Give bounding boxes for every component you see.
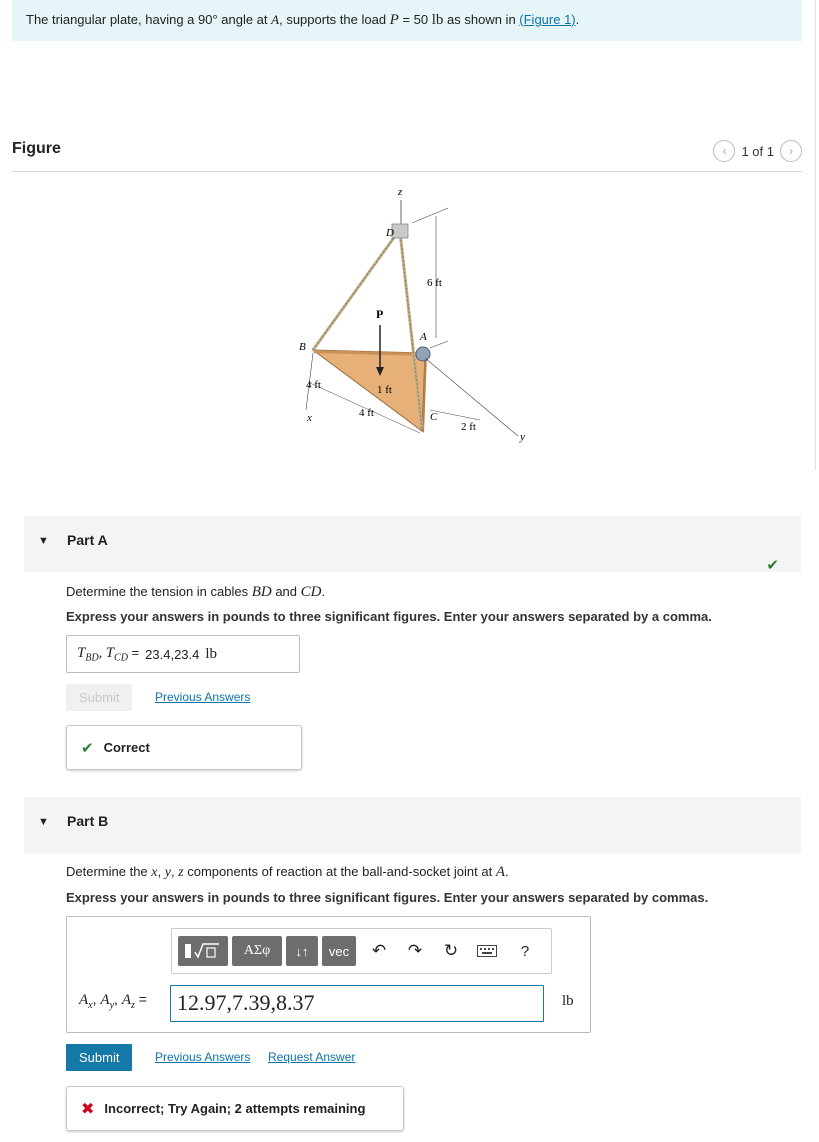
figure-diagram [270, 178, 550, 458]
part-b-question-before: Determine the [66, 864, 152, 879]
ball-joint-a [416, 347, 430, 361]
banner-load-value: = 50 [398, 12, 432, 27]
keyboard-icon[interactable] [476, 939, 498, 963]
dim-line-top [412, 208, 448, 223]
label-2ft: 2 ft [461, 421, 476, 433]
part-b-previous-answers-link[interactable]: Previous Answers [155, 1050, 251, 1064]
label-z: z [398, 186, 403, 198]
redo-icon[interactable]: ↷ [407, 941, 423, 960]
part-a-answer-value: 23.4,23.4 [145, 646, 200, 662]
pager-text: 1 of 1 [741, 143, 774, 159]
check-icon: ✔ [766, 557, 779, 574]
part-a-question-before: Determine the tension in cables [66, 584, 252, 599]
vector-button[interactable]: vec [322, 936, 356, 966]
check-icon: ✔ [81, 739, 94, 757]
caret-down-icon: ▼ [38, 816, 49, 828]
figure-title: Figure [12, 140, 61, 157]
part-b-feedback [66, 1086, 404, 1131]
part-b-question-after: components of reaction at the ball-and-socket joint at [183, 864, 496, 879]
banner-period: . [575, 12, 580, 27]
dim-2ft-line [430, 410, 480, 420]
part-b-submit-button[interactable]: Submit [66, 1044, 132, 1071]
part-b-answer-editor [66, 916, 591, 1033]
part-b-question: Determine the x, y, z components of reaction at the ball-and-socket joint at A. [66, 864, 509, 880]
greek-symbols-button[interactable]: ΑΣφ [232, 936, 282, 966]
part-a-submit-button[interactable]: Submit [66, 684, 132, 711]
caret-down-icon: ▼ [38, 535, 49, 547]
part-a-answer-label: $T_{BD}$, $T_{CD}$ = [77, 644, 140, 664]
part-b-answer-unit: lb [562, 993, 574, 1009]
banner-load-symbol: P [389, 12, 399, 28]
reset-icon[interactable]: ↻ [443, 941, 459, 960]
math-toolbar [171, 928, 552, 974]
fraction-root-icon[interactable] [178, 936, 228, 966]
label-a: A [420, 331, 427, 343]
part-a-answer-unit: lb [205, 645, 218, 662]
close-icon: ✖ [81, 1100, 95, 1118]
cable-bd-texture [313, 232, 398, 350]
figure-header [12, 138, 802, 172]
part-a-previous-answers-link[interactable]: Previous Answers [155, 690, 251, 704]
part-a-question-end: . [321, 584, 326, 599]
label-c: C [430, 411, 438, 423]
part-b-instructions: Express your answers in pounds to three significant figures. Enter your answers separated by commas. [66, 890, 709, 905]
part-a-answer-box [66, 635, 300, 673]
banner-point-a: A [271, 12, 280, 27]
banner-text-after: as shown in [443, 12, 520, 27]
help-button[interactable]: ? [520, 942, 530, 960]
label-6ft: 6 ft [427, 277, 442, 289]
dim-line-bottom [430, 341, 448, 348]
banner-text-middle: , supports the load [279, 12, 390, 27]
part-b-feedback-text: Incorrect; Try Again; 2 attempts remaining [104, 1101, 366, 1116]
part-a-feedback-text: Correct [103, 740, 150, 755]
part-a-question [66, 584, 325, 601]
label-4ft-b: 4 ft [359, 407, 374, 419]
label-b: B [299, 341, 306, 353]
part-a-instructions: Express your answers in pounds to three significant figures. Enter your answers separated by a comma. [66, 609, 712, 624]
figure-link[interactable]: (Figure 1) [519, 12, 576, 27]
undo-icon[interactable]: ↶ [371, 941, 387, 960]
label-x: x [307, 412, 312, 424]
var-x: x [151, 865, 158, 880]
part-a-feedback [66, 725, 302, 770]
cable-cd-label: CD [300, 584, 322, 600]
panel-divider [815, 0, 816, 470]
part-a-label: Part A [67, 532, 108, 548]
banner-load-unit: lb [431, 12, 444, 28]
part-a-question-and: and [271, 584, 301, 599]
label-y: y [520, 431, 525, 443]
label-d: D [386, 227, 394, 239]
chevron-right-icon[interactable]: › [780, 140, 802, 162]
banner-text-before: The triangular plate, having a 90° angle at [26, 12, 272, 27]
support-d [392, 224, 408, 238]
label-4ft-a: 4 ft [306, 379, 321, 391]
part-b-point-a: A [495, 864, 505, 880]
problem-statement [12, 0, 802, 41]
part-b-answer-label: $A_x$, $A_y$, $A_z$ = [79, 991, 147, 1011]
figure-pager [713, 140, 802, 162]
part-b-answer-input[interactable]: 12.97,7.39,8.37 [170, 985, 544, 1022]
label-1ft: 1 ft [377, 384, 392, 396]
part-b-header[interactable] [24, 797, 801, 853]
chevron-left-icon[interactable]: ‹ [713, 140, 735, 162]
arrows-button[interactable]: ↓↑ [286, 936, 318, 966]
var-z: z [178, 865, 184, 880]
part-a-header[interactable] [24, 516, 801, 572]
cable-bd-label: BD [251, 584, 272, 600]
var-y: y [164, 865, 171, 880]
request-answer-link[interactable]: Request Answer [268, 1050, 356, 1064]
part-b-label: Part B [67, 813, 109, 829]
label-p: P [376, 307, 384, 321]
